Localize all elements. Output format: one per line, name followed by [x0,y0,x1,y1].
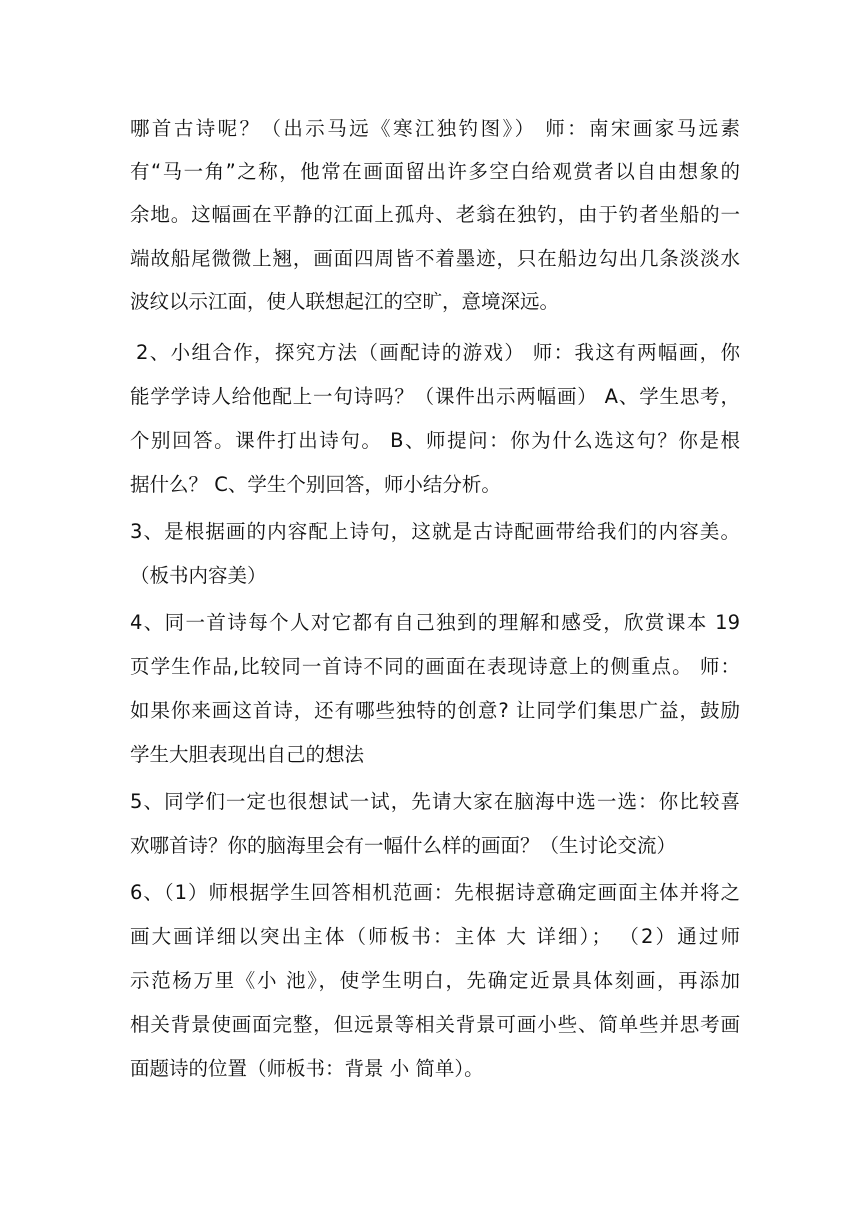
text-line: 4、同一首诗每个人对它都有自己独到的理解和感受，欣赏课本 19 [130,611,740,634]
text-line: 个别回答。课件打出诗句。 B、师提问：你为什么选这句？你是根 [130,429,740,452]
text-line: 哪首古诗呢？（出示马远《寒江独钓图》） 师：南宋画家马远素 [130,117,740,140]
text-line: （板书内容美） [130,564,267,587]
text-line: 据什么？ C、学生个别回答，师小结分析。 [130,473,501,496]
text-line: 面题诗的位置（师板书：背景 小 简单）。 [130,1057,484,1080]
text-line: 如果你来画这首诗，还有哪些独特的创意? 让同学们集思广益，鼓励 [130,699,740,722]
text-line: 学生大胆表现出自己的想法 [130,743,365,766]
text-line: 2、小组合作，探究方法（画配诗的游戏） 师：我这有两幅画，你 [136,341,740,364]
text-line: 能学学诗人给他配上一句诗吗？（课件出示两幅画） A、学生思考， [130,385,740,408]
text-line: 欢哪首诗？你的脑海里会有一幅什么样的画面？（生讨论交流） [130,834,677,857]
text-line: 页学生作品,比较同一首诗不同的画面在表现诗意上的侧重点。 师： [130,655,740,678]
text-line: 波纹以示江面，使人联想起江的空旷，意境深远。 [130,290,560,313]
text-line: 示范杨万里《小 池》，使学生明白，先确定近景具体刻画，再添加 [130,969,740,992]
text-line: 端故船尾微微上翘，画面四周皆不着墨迹，只在船边勾出几条淡淡水 [130,247,740,270]
text-line: 3、是根据画的内容配上诗句，这就是古诗配画带给我们的内容美。 [130,520,740,543]
text-line: 5、同学们一定也很想试一试，先请大家在脑海中选一选：你比较喜 [130,790,740,813]
text-line: 相关背景使画面完整，但远景等相关背景可画小些、简单些并思考画 [130,1013,740,1036]
text-line: 6、（1）师根据学生回答相机范画：先根据诗意确定画面主体并将之 [130,881,740,904]
text-line: 有“马一角”之称，他常在画面留出许多空白给观赏者以自由想象的 [130,160,740,183]
text-line: 画大画详细以突出主体（师板书：主体 大 详细）； （2）通过师 [130,925,740,948]
text-line: 余地。这幅画在平静的江面上孤舟、老翁在独钓，由于钓者坐船的一 [130,203,740,226]
